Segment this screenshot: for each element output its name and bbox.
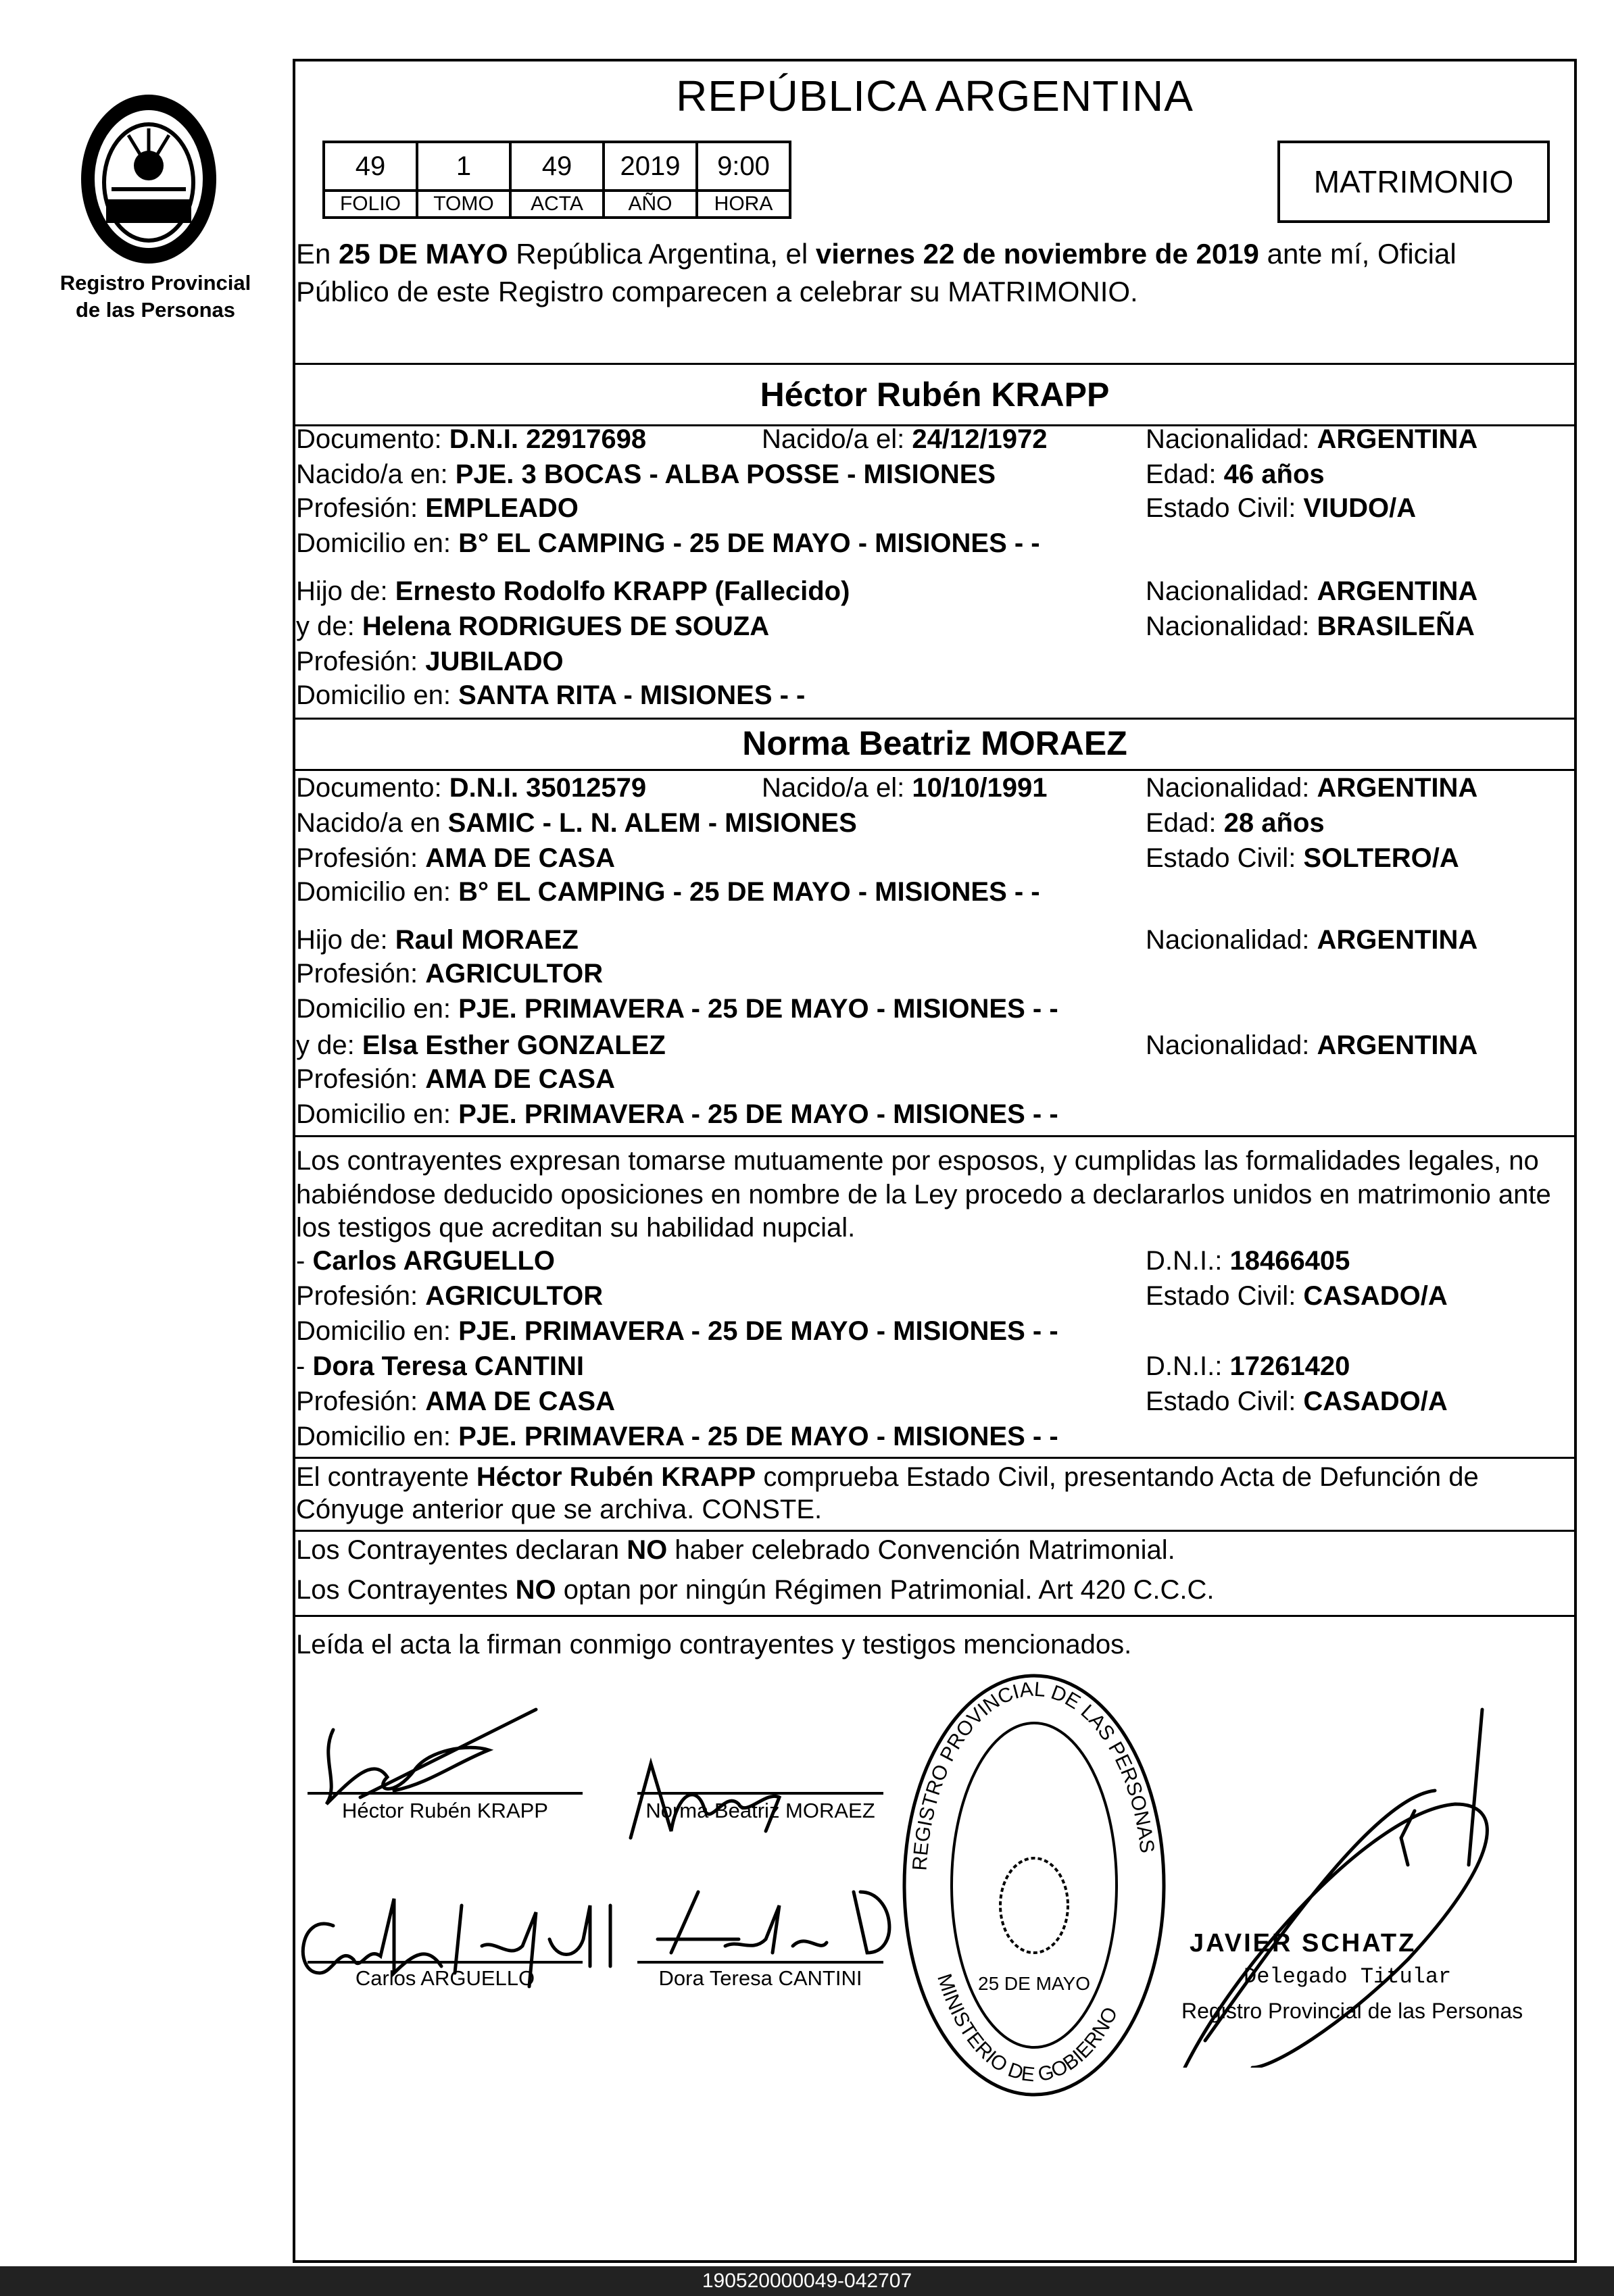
field-label: - <box>296 1351 313 1381</box>
acta-reference-table <box>322 141 791 219</box>
declaration-line2: habiéndose deducido oposiciones en nombre de la Ley procedo a declararlos unidos en matrimonio ante <box>296 1180 1551 1209</box>
declaration-line1: Los contrayentes expresan tomarse mutuamente por esposos, y cumplidas las formalidades legales, no <box>296 1146 1539 1176</box>
detail-row <box>0 610 1614 643</box>
officer-title: Delegado Titular <box>1244 1964 1452 1989</box>
spouse1-name: Héctor Rubén KRAPP <box>760 376 1110 414</box>
closing-text: Leída el acta la firman conmigo contrayentes y testigos mencionados. <box>296 1630 1132 1659</box>
spouse2-name: Norma Beatriz MORAEZ <box>742 724 1127 762</box>
field-label: y de: <box>296 612 362 641</box>
convention-text: Los Contrayentes <box>296 1575 516 1605</box>
declaration-line3: los testigos que acreditan su habilidad nupcial. <box>296 1213 856 1243</box>
field-value: 10/10/1991 <box>912 773 1048 803</box>
field-label: Nacionalidad: <box>1146 1030 1317 1060</box>
detail-row <box>0 1245 1614 1277</box>
field-value: Helena RODRIGUES DE SOUZA <box>362 612 770 641</box>
field-left <box>296 1280 603 1312</box>
field-label: Hijo de: <box>296 925 395 955</box>
divider <box>293 1530 1577 1532</box>
detail-row <box>0 458 1614 491</box>
field-value: ARGENTINA <box>1317 773 1478 803</box>
field-label: Profesión: <box>296 1281 426 1311</box>
field-left <box>296 1420 1058 1453</box>
field-value: ARGENTINA <box>1317 1030 1478 1060</box>
field-right <box>1146 458 1325 491</box>
convention-line2 <box>296 1574 1215 1606</box>
note-line1 <box>296 1461 1479 1493</box>
field-value: SANTA RITA - MISIONES - - <box>458 680 806 710</box>
acta-label: ACTA <box>510 191 604 218</box>
hour-label: HORA <box>697 191 790 218</box>
field-value: AMA DE CASA <box>425 843 615 873</box>
divider <box>293 363 1577 365</box>
record-type-box: MATRIMONIO <box>1277 141 1550 223</box>
field-right <box>1146 1280 1448 1312</box>
field-value: D.N.I. 35012579 <box>449 773 647 803</box>
detail-row <box>0 993 1614 1025</box>
field-value: 24/12/1972 <box>912 424 1048 454</box>
divider <box>293 1457 1577 1459</box>
note-text: El contrayente <box>296 1462 476 1492</box>
acta-value: 49 <box>510 142 604 191</box>
folio-label: FOLIO <box>324 191 417 218</box>
field-value: PJE. PRIMAVERA - 25 DE MAYO - MISIONES - - <box>458 994 1058 1024</box>
field-label: Domicilio en: <box>296 994 459 1024</box>
field-label: Domicilio en: <box>296 528 459 558</box>
field-label: - <box>296 1246 313 1276</box>
field-right <box>1146 423 1477 455</box>
field-label: Nacionalidad: <box>1146 773 1317 803</box>
field-label: Nacido/a en: <box>296 459 456 489</box>
field-value: Ernesto Rodolfo KRAPP (Fallecido) <box>395 576 850 606</box>
field-mid <box>762 423 1048 455</box>
field-value: PJE. PRIMAVERA - 25 DE MAYO - MISIONES - - <box>458 1099 1058 1129</box>
field-value: 17261420 <box>1229 1351 1350 1381</box>
field-left <box>296 492 579 524</box>
field-value: B° EL CAMPING - 25 DE MAYO - MISIONES - - <box>458 877 1040 907</box>
field-left <box>296 527 1040 559</box>
detail-row <box>0 1029 1614 1062</box>
divider <box>293 718 1577 720</box>
field-left <box>296 1350 584 1382</box>
field-label: Nacido/a el: <box>762 424 912 454</box>
intro-line1 <box>296 238 1457 270</box>
field-value: SAMIC - L. N. ALEM - MISIONES <box>447 808 857 838</box>
field-right <box>1146 1029 1477 1062</box>
field-left <box>296 575 850 607</box>
note-text: comprueba Estado Civil, presentando Acta de Defunción de <box>756 1462 1479 1492</box>
field-value: VIUDO/A <box>1303 493 1417 523</box>
field-label: Edad: <box>1146 459 1224 489</box>
hour-value: 9:00 <box>697 142 790 191</box>
field-left <box>296 610 769 643</box>
field-label: Nacionalidad: <box>1146 576 1317 606</box>
field-value: AGRICULTOR <box>425 1281 604 1311</box>
field-value: PJE. 3 BOCAS - ALBA POSSE - MISIONES <box>455 459 996 489</box>
field-right <box>1146 924 1477 956</box>
signature-line <box>308 1961 583 1964</box>
stamp-text: REGISTRO PROVINCIAL DE LAS PERSONAS <box>908 1678 1158 1872</box>
field-right <box>1146 610 1475 643</box>
convention-text: haber celebrado Convención Matrimonial. <box>667 1535 1175 1565</box>
field-value: D.N.I. 22917698 <box>449 424 647 454</box>
detail-row <box>0 1350 1614 1382</box>
field-value: 46 años <box>1223 459 1325 489</box>
field-label: Documento: <box>296 773 449 803</box>
convention-line1 <box>296 1534 1175 1566</box>
field-left <box>296 1098 1058 1130</box>
signature-line <box>308 1792 583 1795</box>
tomo-label: TOMO <box>417 191 510 218</box>
field-value: CASADO/A <box>1303 1387 1448 1416</box>
field-right <box>1146 492 1416 524</box>
field-left <box>296 876 1040 908</box>
registry-label-line1: Registro Provincial <box>59 271 251 295</box>
registry-label-line2: de las Personas <box>75 298 236 322</box>
field-left <box>296 924 579 956</box>
field-right <box>1146 1350 1350 1382</box>
field-label: Estado Civil: <box>1146 843 1304 873</box>
intro-line2: Público de este Registro comparecen a celebrar su MATRIMONIO. <box>296 276 1138 307</box>
field-left <box>296 957 603 990</box>
tomo-value: 1 <box>417 142 510 191</box>
official-stamp <box>899 1669 1169 2101</box>
field-label: Nacido/a en <box>296 808 448 838</box>
convention-text: Los Contrayentes declaran <box>296 1535 627 1565</box>
detail-row <box>0 527 1614 559</box>
detail-row <box>0 575 1614 607</box>
field-label: Profesión: <box>296 1064 426 1094</box>
field-right <box>1146 842 1459 874</box>
year-value: 2019 <box>604 142 697 191</box>
field-left <box>296 993 1058 1025</box>
intro-text: ante mí, Oficial <box>1258 238 1457 270</box>
intro-date: viernes 22 de noviembre de 2019 <box>815 238 1259 270</box>
field-value: AGRICULTOR <box>425 959 604 989</box>
note-line2: Cónyuge anterior que se archiva. CONSTE. <box>296 1495 823 1524</box>
convention-no: NO <box>627 1535 668 1565</box>
field-right <box>1146 1385 1448 1418</box>
field-label: Nacido/a el: <box>762 773 912 803</box>
field-left <box>296 772 646 804</box>
field-value: SOLTERO/A <box>1303 843 1459 873</box>
field-value: JUBILADO <box>425 647 564 676</box>
field-right <box>1146 772 1477 804</box>
field-value: ARGENTINA <box>1317 424 1478 454</box>
field-left <box>296 842 615 874</box>
field-value: Elsa Esther GONZALEZ <box>362 1030 666 1060</box>
field-label: Profesión: <box>296 843 426 873</box>
field-value: AMA DE CASA <box>425 1387 615 1416</box>
year-label: AÑO <box>604 191 697 218</box>
field-left <box>296 807 857 839</box>
detail-row <box>0 1385 1614 1418</box>
field-left <box>296 679 805 712</box>
detail-row <box>0 1098 1614 1130</box>
detail-row <box>0 876 1614 908</box>
field-label: Profesión: <box>296 1387 426 1416</box>
field-value: AMA DE CASA <box>425 1064 615 1094</box>
stamp-bottom-text: MINISTERIO DE GOBIERNO <box>933 1971 1123 2087</box>
field-right <box>1146 575 1477 607</box>
field-value: 18466405 <box>1229 1246 1350 1276</box>
detail-row <box>0 423 1614 455</box>
field-value: 28 años <box>1223 808 1325 838</box>
detail-row <box>0 957 1614 990</box>
note-name: Héctor Rubén KRAPP <box>476 1462 756 1492</box>
intro-text: República Argentina, el <box>508 238 816 270</box>
field-left <box>296 645 564 678</box>
field-label: y de: <box>296 1030 362 1060</box>
detail-row <box>0 924 1614 956</box>
field-label: Documento: <box>296 424 449 454</box>
intro-place: 25 DE MAYO <box>339 238 508 270</box>
svg-text:REGISTRO PROVINCIAL DE LAS PER <box>908 1678 1158 1872</box>
officer-office: Registro Provincial de las Personas <box>1181 1999 1523 2023</box>
signature-line <box>637 1961 883 1964</box>
detail-row <box>0 1063 1614 1095</box>
detail-row <box>0 1420 1614 1453</box>
intro-text: En <box>296 238 339 270</box>
signature-line <box>637 1792 883 1795</box>
detail-row <box>0 492 1614 524</box>
field-label: Domicilio en: <box>296 1316 459 1346</box>
signature-witness2 <box>658 1892 889 1953</box>
field-left <box>296 1385 615 1418</box>
signature-spouse1 <box>326 1709 536 1804</box>
detail-row <box>0 1315 1614 1347</box>
detail-row <box>0 679 1614 712</box>
field-value: ARGENTINA <box>1317 576 1478 606</box>
field-left <box>296 1029 666 1062</box>
field-label: Profesión: <box>296 959 426 989</box>
field-value: ARGENTINA <box>1317 925 1478 955</box>
document-id-footer: 190520000049-042707 <box>0 2266 1614 2296</box>
field-label: Profesión: <box>296 493 426 523</box>
signature-label-spouse1: Héctor Rubén KRAPP <box>342 1799 548 1822</box>
field-label: D.N.I.: <box>1146 1351 1230 1381</box>
field-left <box>296 1063 615 1095</box>
convention-text: optan por ningún Régimen Patrimonial. Art 420 C.C.C. <box>556 1575 1215 1605</box>
detail-row <box>0 772 1614 804</box>
field-label: Hijo de: <box>296 576 395 606</box>
field-label: Estado Civil: <box>1146 493 1304 523</box>
field-label: Estado Civil: <box>1146 1281 1304 1311</box>
field-label: Nacionalidad: <box>1146 612 1317 641</box>
field-left <box>296 1315 1058 1347</box>
detail-row <box>0 842 1614 874</box>
field-value: PJE. PRIMAVERA - 25 DE MAYO - MISIONES - - <box>458 1316 1058 1346</box>
field-label: Domicilio en: <box>296 1099 459 1129</box>
signature-label-spouse2: Norma Beatriz MORAEZ <box>645 1799 875 1822</box>
field-value: PJE. PRIMAVERA - 25 DE MAYO - MISIONES - - <box>458 1422 1058 1451</box>
detail-row <box>0 645 1614 678</box>
folio-value: 49 <box>324 142 417 191</box>
field-value: Raul MORAEZ <box>395 925 579 955</box>
field-label: Estado Civil: <box>1146 1387 1304 1416</box>
field-mid <box>762 772 1048 804</box>
field-value: Dora Teresa CANTINI <box>312 1351 585 1381</box>
field-right <box>1146 807 1325 839</box>
field-label: Edad: <box>1146 808 1224 838</box>
field-value: BRASILEÑA <box>1317 612 1475 641</box>
field-label: D.N.I.: <box>1146 1246 1230 1276</box>
detail-row <box>0 807 1614 839</box>
field-label: Nacionalidad: <box>1146 424 1317 454</box>
field-label: Domicilio en: <box>296 877 459 907</box>
divider <box>293 769 1577 771</box>
convention-no: NO <box>515 1575 556 1605</box>
field-value: B° EL CAMPING - 25 DE MAYO - MISIONES - - <box>458 528 1040 558</box>
field-label: Domicilio en: <box>296 1422 459 1451</box>
officer-name: JAVIER SCHATZ <box>1190 1929 1417 1957</box>
field-label: Profesión: <box>296 647 426 676</box>
detail-row <box>0 1280 1614 1312</box>
page-title: REPÚBLICA ARGENTINA <box>676 72 1194 120</box>
province-seal-logo <box>64 91 233 267</box>
divider <box>293 1615 1577 1617</box>
field-left <box>296 458 996 491</box>
field-label: Domicilio en: <box>296 680 459 710</box>
field-value: EMPLEADO <box>425 493 579 523</box>
divider <box>293 1135 1577 1137</box>
signature-label-witness1: Carlos ARGUELLO <box>355 1966 535 1990</box>
field-left <box>296 423 646 455</box>
signature-label-witness2: Dora Teresa CANTINI <box>658 1966 862 1990</box>
stamp-place: 25 DE MAYO <box>978 1973 1090 1994</box>
field-value: Carlos ARGUELLO <box>312 1246 555 1276</box>
field-value: CASADO/A <box>1303 1281 1448 1311</box>
field-label: Nacionalidad: <box>1146 925 1317 955</box>
field-left <box>296 1245 555 1277</box>
field-right <box>1146 1245 1350 1277</box>
